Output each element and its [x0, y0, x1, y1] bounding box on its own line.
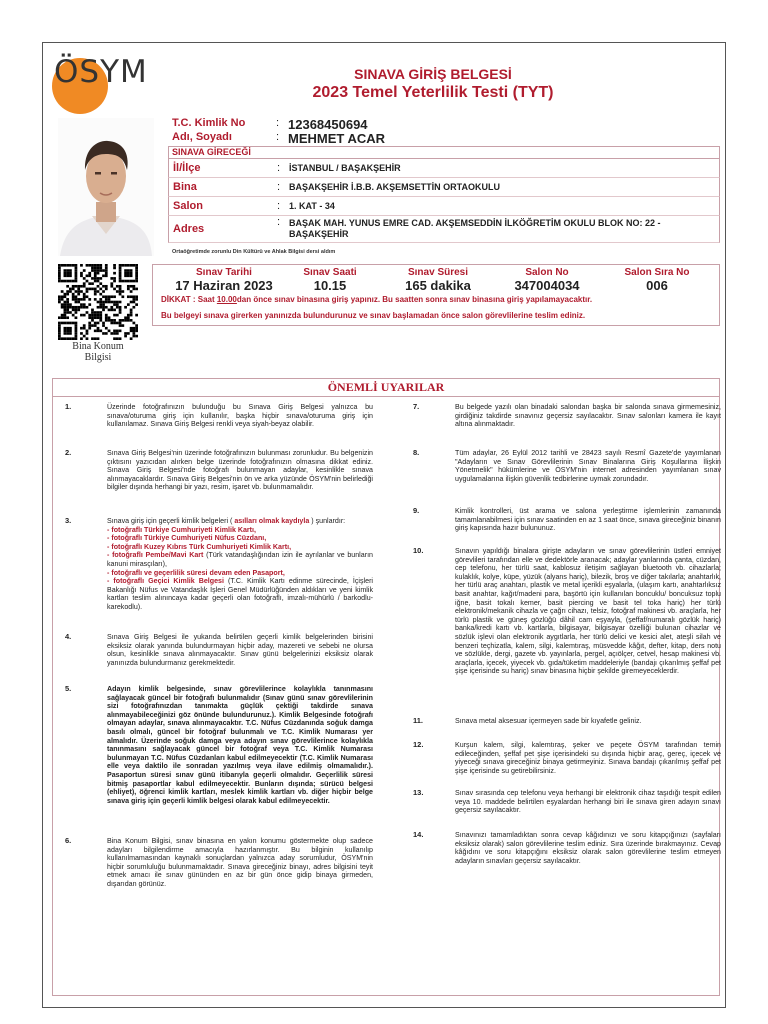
warning-item [61, 633, 373, 685]
colon: : [276, 117, 280, 129]
item-number: 10. [413, 546, 424, 555]
warning-item [61, 837, 373, 889]
exam-date-value: 17 Haziran 2023 [175, 278, 273, 293]
id-type: - fotoğraflı Geçici Kimlik Belgesi [107, 577, 224, 586]
salon-no [493, 267, 601, 293]
handover-text: Bu belgeyi sınava girerken yanınızda bulundurunuz ve sınav başlamadan önce salon görevlilerine teslim ediniz. [161, 311, 586, 320]
item-number: 6. [65, 836, 72, 845]
salon-label: Salon [173, 200, 203, 212]
item-text: Sınava metal aksesuar içermeyen sade bir kıyafetle geliniz. [455, 717, 642, 725]
attention-suffix: dan önce sınav binasına giriş yapınız. Bu saatten sonra sınav binasına giriş yapılamayacaktır. [236, 295, 593, 304]
colon: : [276, 131, 280, 143]
bina-value: BAŞAKŞEHİR İ.B.B. AKŞEMSETTİN ORTAOKULU [289, 182, 501, 192]
colon: : [277, 200, 281, 212]
seat-no [599, 267, 715, 293]
item-number: 2. [65, 448, 72, 457]
item-number: 1. [65, 402, 72, 411]
colon: : [277, 162, 281, 174]
salon-no-label: Salon No [525, 267, 569, 278]
item-text: Sınav sırasında cep telefonu veya herhangi bir elektronik cihaz taşıdığı tespit edilen veya 10. maddede belirtilen eşyalardan herhangi biri ile sınava giren adayın sınavı geçersiz sayılacaktır. [455, 789, 721, 815]
warnings-right-column [409, 403, 721, 865]
attention-text [161, 295, 592, 304]
warning-item [409, 717, 721, 741]
salon-row [168, 197, 720, 216]
item-text: Üzerinde fotoğrafınızın bulunduğu bu Sınava Giriş Belgesi yalnızca bu sınava/oturuma giriş için kullanılır, başka hiçbir sınava/oturuma giriş için kullanılamaz. Sınava Giriş Belgesi renkli veya siyah-beyaz olabilir. [107, 403, 373, 429]
document-title: SINAVA GİRİŞ BELGESİ [354, 66, 512, 82]
item-text: Sınavınızı tamamladıktan sonra cevap kâğıdınızı ve soru kitapçığınızı (sayfaları eksiksiz olarak) salon görevlilerine teslim ediniz. Sıra üzerinde bırakmayınız. Cevap kâğıdını ve soru kitapçığını eksiksiz olarak salon görevlilerine teslim etmeyen adayların sınavları geçersiz sayılacaktır. [455, 831, 721, 865]
qr-code-icon [58, 264, 138, 340]
item-text: Kurşun kalem, silgi, kalemtıraş, şeker ve peçete ÖSYM tarafından temin edileceğinden, şeffaf pet şişe içerisindeki su dışında hiçbir araç, gereç, içecek ve yiyeceği sınava gireceğiniz binaya getirmeyiniz. Sınava bandajı çıkarılmış şeffaf pet şişe içerisinde su getirebilirsiniz. [455, 741, 721, 775]
warning-item [409, 547, 721, 717]
exam-time-label: Sınav Saati [303, 267, 357, 278]
qr-label-line1: Bina Konum [72, 341, 124, 352]
exam-date [153, 267, 295, 293]
item-number: 11. [413, 716, 424, 725]
salon-value: 1. KAT - 34 [289, 201, 335, 211]
text-red: asılları olmak kaydıyla [232, 517, 312, 525]
exam-time [275, 267, 385, 293]
adres-label: Adres [173, 223, 205, 235]
item-text: Sınavın yapıldığı binalara girişte adayların ve sınav görevlilerinin üstleri emniyet görevlileri tarafından elle ve dedektörle aranacak; adaylar yanlarında çanta, cüzdan, cep telefonu, her türlü saat, kablosuz iletişim sağlayan bluetooth vb. cihazlarla; kulaklık, kolye, küpe, yüzük (alyans hariç), bilezik, broş ve diğer takılarla; anahtarlık, her türlü araç anahtarı, plastik ve metal içerikli eşyalarla, (ulaşım kartı, anahtarlıksız basit anahtar, kağıt/madeni para, başörtü için kullanılan boncuklu/ boncuksuz toplu iğne, basit tokalı kemer, basit piercing ve basit tel toka hariç) her türlü elektronik/mekanik cihazla ve çağrı cihazı, telsiz, fotoğraf makinesi vb. araçlarla, her türlü plastik ve güneş gözlüğü dâhil cam eşyayla, (şeffaf/numaralı gözlük hariç) banka/kredi kartı vb. kartlarla, bilgisayar, bilgisayar özelliği bulunan cihazlar ve sözlük işlevi olan elektronik aygıtlarla, her türlü delici ve kesici alet, ateşli silah ve benzeri teçhizatla, kalem, silgi, kalemtıraş, müsvedde kâğıt, defter, kitap, ders notu ve sözlükle, dergi, gazete vb. yayınlarla, pergel, açıölçer, cetvel, hesap makinesi vb. araçlarla, içecek, yiyecek vb. gıda/tüketim maddeleriyle (bandajı çıkarılmış şeffaf pet şişe içerisinde su hariç) sınav binasına hiçbir şekilde giremeyeceklerdir. [455, 547, 721, 676]
warning-item [409, 789, 721, 831]
tc-label: T.C. Kimlik No [172, 117, 246, 129]
religion-course-note: Ortaöğretimde zorunlu Din Kültürü ve Ahlak Bilgisi dersi aldım [172, 249, 336, 255]
warnings-title: ÖNEMLİ UYARILAR [53, 379, 719, 397]
item-text: Tüm adaylar, 26 Eylül 2012 tarihli ve 28423 sayılı Resmî Gazete'de yayımlanan "Adayların ve Sınav Görevlilerinin Sınav Binalarına Giriş Koşullarına İlişkin Yönetmelik" hükümlerine ve ÖSYM'nin internet adresinden yayımlanan sınav uygulamalarına ilişkin güvenlik tedbirlerine uymak zorundadır. [455, 449, 721, 483]
exam-time-value: 10.15 [313, 278, 347, 293]
section-header: SINAVA GİRECEĞİ [168, 146, 720, 159]
name-row [168, 131, 720, 145]
item-number: 13. [413, 788, 424, 797]
id-type: - fotoğraflı Pembe/Mavi Kart [107, 551, 204, 560]
logo-text: ÖSYM [54, 54, 148, 90]
item-text: Adayın kimlik belgesinde, sınav görevlilerince kolaylıkla tanınmasını sağlayacak güncel bir fotoğrafı bulunmalıdır (Sınav günü sınav görevlilerinin sizi fotoğrafınızdan tanımakta güçlük çektiği takdirde sınava alınmayabileceğinizi göz önünde bulundurunuz.). Kimlik Belgesinde fotoğrafı olmayan adaylar, sınava alınmayacaktır. T.C. Nüfus Cüzdanında soğuk damga basılı olmalı, güncel bir fotoğraf bulunmalı ve T.C. Kimlik Numarası yer almalıdır. Üzerinde soğuk damga veya adayın sınav görevlilerince kolaylıkla tanınmasını sağlayacak güncel bir fotoğraf veya T.C. Kimlik Numarası bulunmayan T.C. Nüfus Cüzdanları kabul edilmeyecektir (T.C. Kimlik Numarası elle veya daktilo ile sonradan yazılmış veya ilave edilmiş olmamalıdır.). Pasaportun süresi sınav günü itibarıyla geçerli olmalıdır. Geçerlilik süresi bitmiş pasaportlar kabul edilmeyecektir. Bunların dışında; sürücü belgesi (ehliyet), öğrenci kimlik kartları, meslek kimlik kartları vb. diğer hiçbir belge sınava giriş için geçerli kimlik belgesi olarak kabul edilmeyecektir. [107, 685, 373, 805]
candidate-info [168, 117, 720, 243]
warning-item [61, 517, 373, 633]
salon-no-value: 347004034 [514, 278, 580, 293]
id-type: - fotoğraflı Türkiye Cumhuriyeti Kimlik Kartı, [107, 525, 256, 534]
item-number: 8. [413, 448, 420, 457]
tc-row [168, 117, 720, 131]
warning-item [409, 831, 721, 865]
attention-time: 10.00 [216, 295, 237, 304]
id-type: - fotoğraflı Kuzey Kıbrıs Türk Cumhuriyeti Kimlik Kartı, [107, 542, 292, 551]
adres-row [168, 216, 720, 243]
warning-item [409, 449, 721, 507]
city-value: İSTANBUL / BAŞAKŞEHİR [289, 163, 401, 173]
warnings-box [52, 378, 720, 996]
warning-item [61, 685, 373, 837]
item-number: 5. [65, 684, 72, 693]
colon: : [277, 216, 281, 228]
item-number: 9. [413, 506, 420, 515]
exam-info-box [152, 264, 720, 326]
item-number: 7. [413, 402, 420, 411]
warning-item [409, 741, 721, 789]
warning-item [61, 449, 373, 517]
bina-label: Bina [173, 181, 197, 193]
id-type: - fotoğraflı Türkiye Cumhuriyeti Nüfus Cüzdanı, [107, 534, 267, 543]
text: (T.C. Kimlik Kartı edinme sürecinde, İçişleri Bakanlığı Nüfus ve Vatandaşlık İşleri Genel Müdürlüğünden aldıkları ve yeni kimlik kartları teslim alınıncaya kadar geçerli olan fotoğraflı, imzalı-mühürlü / barkodlu-karekodlu). [107, 577, 374, 611]
exam-title: 2023 Temel Yeterlilik Testi (TYT) [312, 84, 554, 101]
colon: : [277, 181, 281, 193]
exam-duration-value: 165 dakika [405, 278, 471, 293]
qr-label [58, 341, 138, 363]
item-number: 3. [65, 516, 72, 525]
item-number: 12. [413, 740, 424, 749]
adres-value: BAŞAK MAH. YUNUS EMRE CAD. AKŞEMSEDDİN İLKÖĞRETİM OKULU BLOK NO: 22 - BAŞAKŞEHİR [289, 218, 661, 239]
name-label: Adı, Soyadı [172, 131, 232, 143]
item-number: 14. [413, 830, 424, 839]
person-photo-icon [58, 118, 154, 256]
item-number: 4. [65, 632, 72, 641]
exam-duration [379, 267, 497, 293]
warning-item [409, 507, 721, 547]
seat-no-value: 006 [646, 278, 668, 293]
item-text: Kimlik kontrolleri, üst arama ve salona yerleştirme işlemlerinin zamanında tamamlanabilmesi için sınav saatinden en az 1 saat önce, sınava gireceğiniz binanın giriş kapısında hazır bulununuz. [455, 507, 721, 533]
exam-date-label: Sınav Tarihi [196, 267, 252, 278]
warning-item [61, 403, 373, 449]
warning-item [409, 403, 721, 449]
warnings-left-column [61, 403, 373, 889]
item-text: Sınava Giriş Belgesi ile yukarıda belirtilen geçerli kimlik belgelerinden birisini eksiksiz olarak yanında bulundurmayan hiçbir aday, mazereti ve sebebi ne olursa olsun, kesinlikle sınava alınmayacaktır. Sınav günü belgelerinizi eksiksiz olarak yanınızda bulundurmanız gerekmektedir. [107, 633, 373, 667]
seat-no-label: Salon Sıra No [624, 267, 690, 278]
item-text: Bina Konum Bilgisi, sınav binasına en yakın konumu göstermekte olup sadece adayları bilgilendirme amacıyla hazırlanmıştır. Bu bilginin kullanılıp kullanılmamasından kaynaklı sonuçlardan yalnızca aday sorumludur, ÖSYM'nin hiçbir sorumluluğu bulunmamaktadır. Sınava gireceğiniz binayı, adres bilgisini teyit etmek amacı ile sınav gününden en az bir gün önce gidip binaya girmeden, dışarıdan görünüz. [107, 837, 373, 888]
qr-code[interactable] [58, 264, 138, 340]
city-row [168, 159, 720, 178]
tc-value: 12368450694 [288, 117, 368, 132]
id-type: - fotoğraflı ve geçerlilik süresi devam eden Pasaport, [107, 568, 285, 577]
candidate-photo [58, 118, 154, 256]
city-label: İl/İlçe [173, 162, 201, 174]
qr-label-line2: Bilgisi [84, 352, 112, 363]
item-text [107, 517, 373, 612]
text: Sınava giriş için geçerli kimlik belgeleri ( [107, 517, 233, 525]
name-value: MEHMET ACAR [288, 131, 386, 146]
item-text: Sınava Giriş Belgesi'nin üzerinde fotoğrafınızın bulunması zorunludur. Bu belgenizin çıktısını yazıcıdan alırken belge üzerinde fotoğrafınızın olmasına dikkat ediniz. Sınava Giriş Belgesi'nde fotoğrafı bulunmayan adaylar, kesinlikle sınava alınmayacaklardır. Sınava Giriş Belgesi'nin ön ve arka yüzünde ÖSYM'nin belirlediği bilgiler dışında herhangi bir yazı, resim, işaret vb. bulunmamalıdır. [107, 449, 373, 492]
text: (Türk vatandaşlığından izin ile ayrılanlar ve bunların kanuni mirasçıları), [107, 551, 373, 568]
attention-prefix: DİKKAT : Saat [161, 295, 217, 304]
item-text: Bu belgede yazılı olan binadaki salondan başka bir salonda sınava girmemesiniz, girdiğiniz takdirde sınavınız geçersiz sayılacaktır. Sınav salonları kamera ile kayıt altına alınmaktadır. [455, 403, 721, 429]
osym-logo [52, 54, 182, 114]
text: ) şunlardır: [311, 517, 346, 525]
exam-duration-label: Sınav Süresi [407, 267, 469, 278]
bina-row [168, 178, 720, 197]
